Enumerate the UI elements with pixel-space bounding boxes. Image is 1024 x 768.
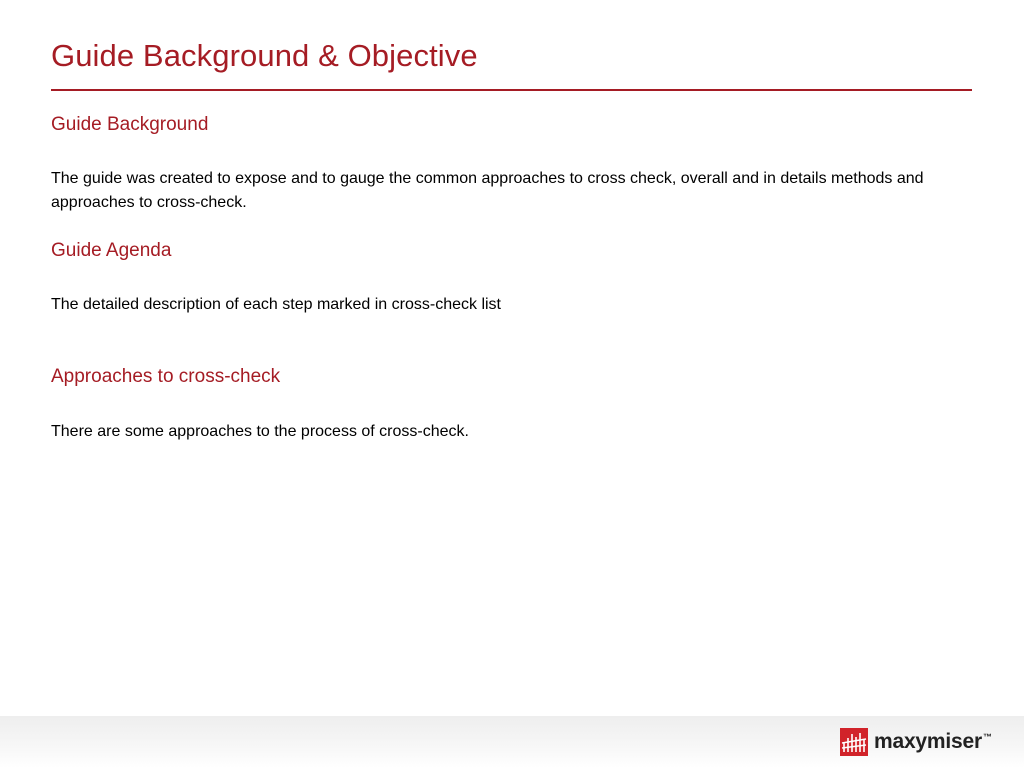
section-text-guide-background: The guide was created to expose and to gauge the common approaches to cross check, overall and in details methods and approaches to cross-check. xyxy=(51,170,924,211)
logo-wordmark: maxymiser xyxy=(874,730,982,753)
section-heading-guide-background: Guide Background xyxy=(51,114,209,135)
section-heading-guide-agenda: Guide Agenda xyxy=(51,240,172,261)
section-text-approaches: There are some approaches to the process of cross-check. xyxy=(51,423,469,440)
title-divider xyxy=(51,89,972,91)
section-heading-approaches: Approaches to cross-check xyxy=(51,366,281,387)
maxymiser-logo xyxy=(840,727,992,757)
maxymiser-logo-icon xyxy=(840,728,868,756)
section-text-guide-agenda: The detailed description of each step marked in cross-check list xyxy=(51,296,501,313)
logo-trademark: ™ xyxy=(982,732,992,742)
slide-title: Guide Background & Objective xyxy=(51,38,478,73)
